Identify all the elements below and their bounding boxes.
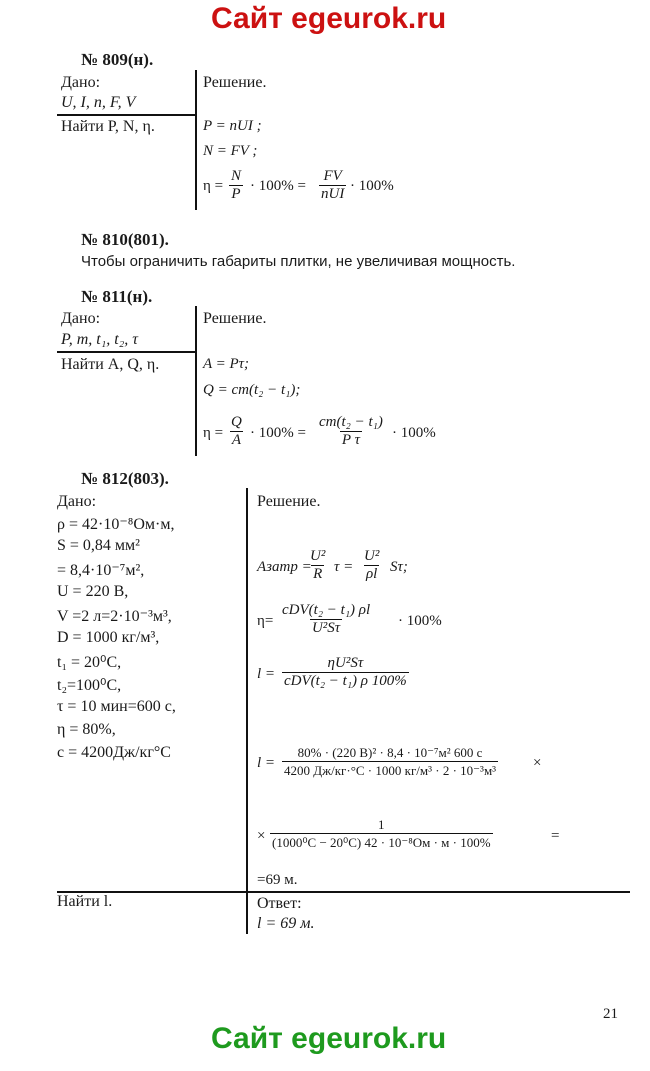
fraction-numerator: U² xyxy=(364,548,380,564)
fraction-denominator: P τ xyxy=(341,432,360,448)
fraction-numerator: N xyxy=(231,168,242,184)
fraction-numerator: 1 xyxy=(378,817,385,832)
fraction-numerator: 80% · (220 В)² · 8,4 · 10⁻⁷м² 600 с xyxy=(297,745,483,760)
problem-809-given-values: U, I, n, F, V xyxy=(61,94,136,111)
problem-809-eq3-lhs: η = xyxy=(203,178,224,194)
problem-811-fraction-1 xyxy=(229,414,244,449)
problem-812-l3-end: = xyxy=(551,828,560,844)
problem-812-answer-label: Ответ: xyxy=(257,895,302,912)
problem-812-find-rule xyxy=(57,891,630,893)
problem-812-l2-fraction xyxy=(282,744,498,779)
problem-811-eq1: A = Pτ; xyxy=(203,356,250,372)
given-item: t₂=100⁰С, xyxy=(57,677,122,694)
given-item: U = 220 В, xyxy=(57,583,129,600)
problem-809-eq3-end: · 100% xyxy=(350,178,394,194)
problem-812-l2-end: × xyxy=(533,755,542,771)
given-item: D = 1000 кг/м³, xyxy=(57,629,160,646)
problem-812-a-fraction-1 xyxy=(308,548,327,583)
problem-811-heading: № 811(н). xyxy=(81,287,153,306)
problem-812-find: Найти l. xyxy=(57,893,113,910)
problem-812-a-end: Sτ; xyxy=(390,559,408,575)
fraction-numerator: U² xyxy=(310,548,326,564)
problem-811-eq2: Q = cm(t₂ − t₁); xyxy=(203,382,301,398)
given-item: c = 4200Дж/кг°С xyxy=(57,744,171,761)
site-footer: Сайт egeurok.ru xyxy=(211,1022,447,1055)
fraction-denominator: cDV(t₂ − t₁) ρ 100% xyxy=(284,673,407,689)
given-item: ρ = 42·10⁻⁸Ом·м, xyxy=(57,516,175,533)
problem-809-fraction-2 xyxy=(319,168,346,203)
problem-812-a-lhs: Aзатр = xyxy=(257,559,312,575)
fraction-denominator: (1000⁰С − 20⁰С) 42 · 10⁻⁸Ом · м · 100% xyxy=(272,835,491,850)
problem-812-l2-lhs: l = xyxy=(257,755,276,771)
problem-812-l3-fraction xyxy=(270,816,493,851)
problem-812-divider xyxy=(246,488,248,934)
problem-812-l3-lhs: × xyxy=(257,828,266,844)
problem-812-eta-end: · 100% xyxy=(398,613,442,629)
problem-809-eq1: P = nUI ; xyxy=(203,118,262,134)
page-number: 21 xyxy=(603,1006,618,1022)
problem-811-eq3-mid: · 100% = xyxy=(250,425,306,441)
problem-812-a-fraction-2 xyxy=(362,548,381,583)
fraction-denominator: A xyxy=(231,432,241,448)
fraction-denominator: U²Sτ xyxy=(311,620,341,636)
fraction-denominator: nUI xyxy=(321,186,345,202)
problem-809-eq3-mid: · 100% = xyxy=(250,178,306,194)
problem-811-given-label: Дано: xyxy=(61,310,101,327)
problem-812-eta-fraction xyxy=(280,602,372,637)
problem-811-divider xyxy=(195,306,197,456)
problem-812-answer: l = 69 м. xyxy=(257,915,315,932)
problem-809-given-rule xyxy=(57,114,196,116)
problem-809-solution-label: Решение. xyxy=(203,74,267,91)
problem-811-given-rule xyxy=(57,351,196,353)
fraction-numerator: cDV(t₂ − t₁) ρl xyxy=(282,602,371,618)
fraction-numerator: cm(t₂ − t₁) xyxy=(319,414,383,430)
fraction-denominator: 4200 Дж/кг·°С · 1000 кг/м³ · 2 · 10⁻³м³ xyxy=(284,763,497,778)
site-header: Сайт egeurok.ru xyxy=(211,2,447,35)
problem-809-eq2: N = FV ; xyxy=(203,143,258,159)
given-item: τ = 10 мин=600 с, xyxy=(57,698,176,715)
problem-812-result: =69 м. xyxy=(257,872,298,888)
problem-809-heading: № 809(н). xyxy=(81,50,154,69)
given-item: V =2 л=2·10⁻³м³, xyxy=(57,608,172,625)
fraction-denominator: ρl xyxy=(365,566,378,582)
problem-812-eta-lhs: η= xyxy=(257,613,274,629)
problem-811-eq3-end: · 100% xyxy=(392,425,436,441)
problem-810-text: Чтобы ограничить габариты плитки, не увеличивая мощность. xyxy=(81,253,516,270)
problem-812-given-label: Дано: xyxy=(57,493,97,510)
problem-809-divider xyxy=(195,70,197,210)
fraction-denominator: P xyxy=(231,186,241,202)
problem-812-l-fraction xyxy=(282,655,409,690)
problem-811-fraction-2 xyxy=(317,414,385,449)
problem-812-heading: № 812(803). xyxy=(81,469,169,488)
problem-809-find: Найти P, N, η. xyxy=(61,118,155,135)
problem-811-solution-label: Решение. xyxy=(203,310,267,327)
fraction-denominator: R xyxy=(313,566,323,582)
problem-812-a-mid: τ = xyxy=(334,559,354,575)
problem-811-eq3-lhs: η = xyxy=(203,425,224,441)
given-item: t₁ = 20⁰С, xyxy=(57,654,122,671)
given-item: η = 80%, xyxy=(57,721,116,738)
problem-811-find: Найти A, Q, η. xyxy=(61,356,160,373)
fraction-numerator: ηU²Sτ xyxy=(327,655,364,671)
fraction-numerator: FV xyxy=(323,168,342,184)
problem-811-given-values: P, m, t₁, t₂, τ xyxy=(61,331,139,348)
problem-812-solution-label: Решение. xyxy=(257,493,321,510)
given-item: S = 0,84 мм² xyxy=(57,537,140,554)
problem-809-given-label: Дано: xyxy=(61,74,101,91)
problem-812-l-lhs: l = xyxy=(257,666,276,682)
fraction-numerator: Q xyxy=(231,414,242,430)
problem-809-fraction-1 xyxy=(229,168,243,203)
given-item: = 8,4·10⁻⁷м², xyxy=(57,562,145,579)
problem-812-given-list xyxy=(57,514,176,767)
problem-810-heading: № 810(801). xyxy=(81,230,169,249)
